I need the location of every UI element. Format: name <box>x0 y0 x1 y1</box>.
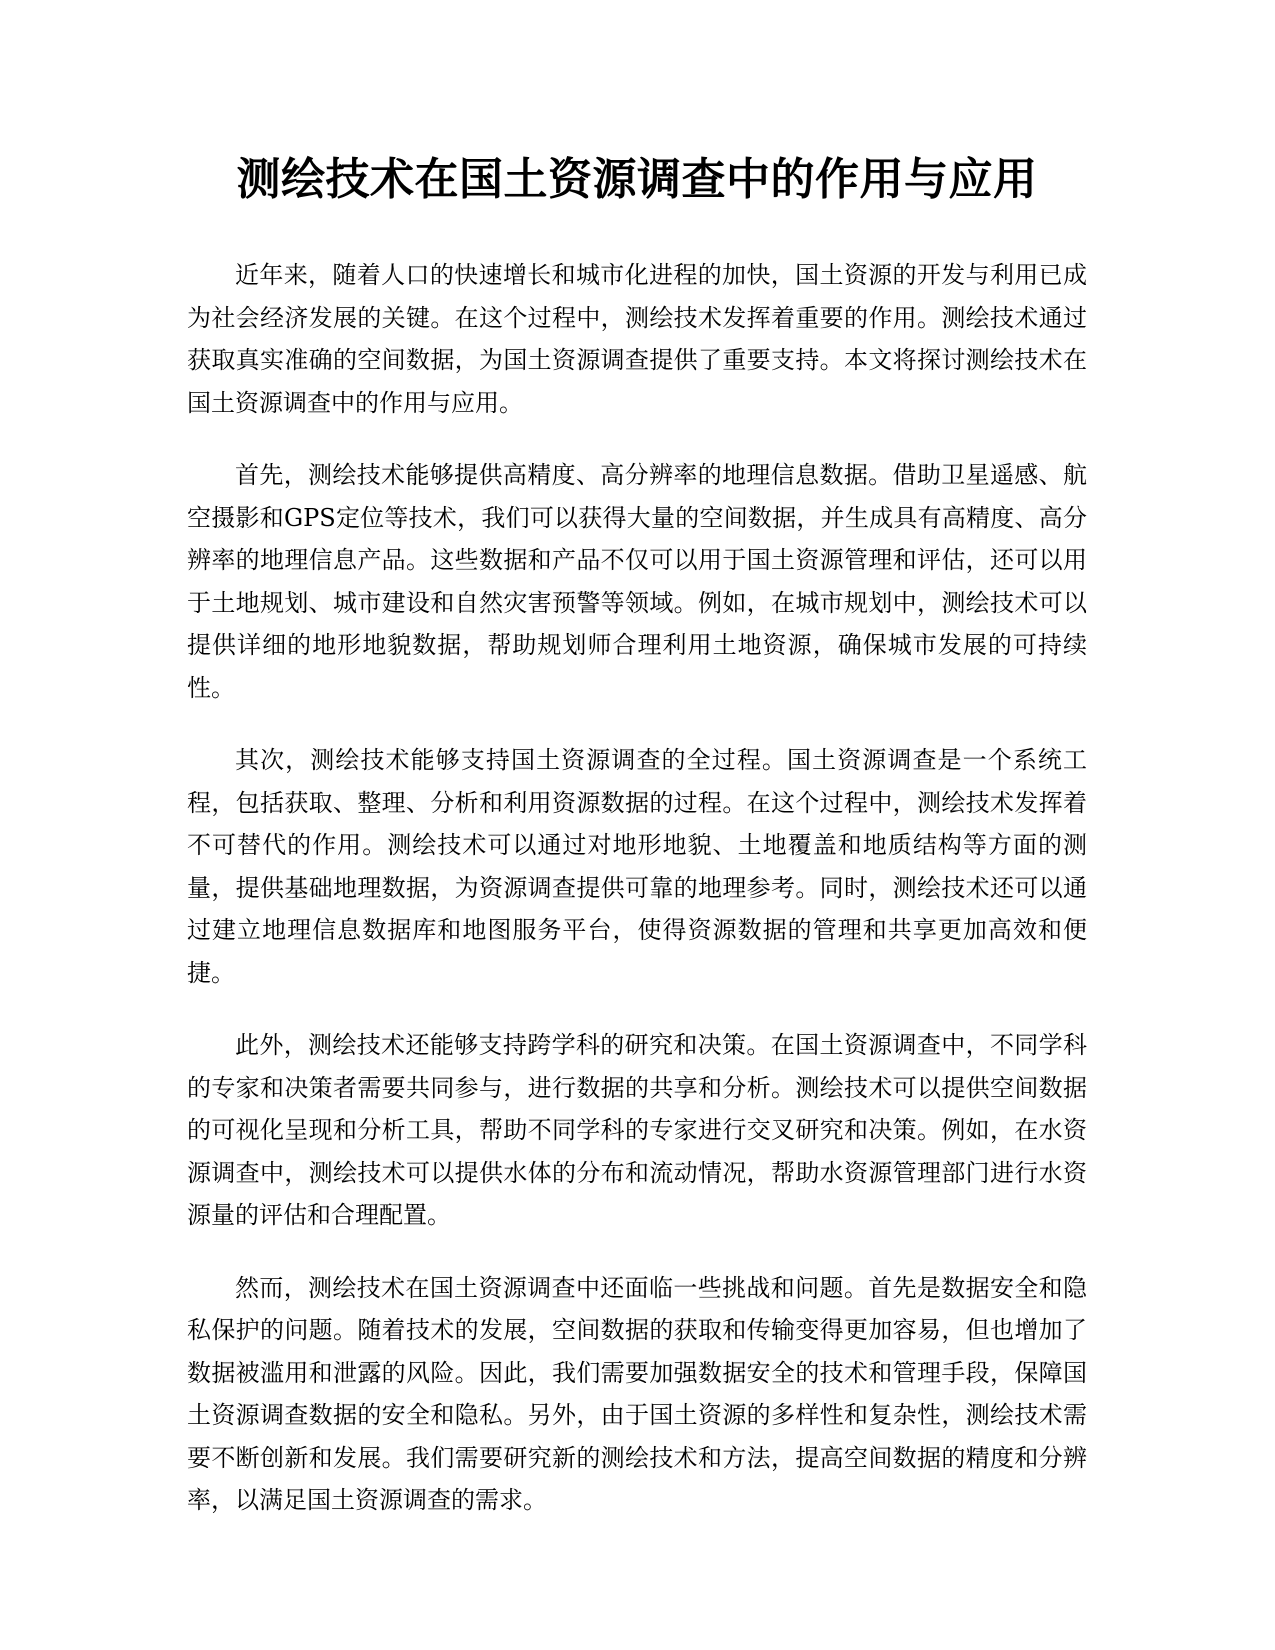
document-body <box>187 254 1087 1522</box>
document-title: 测绘技术在国土资源调查中的作用与应用 <box>236 154 1038 205</box>
paragraph-4: 此外，测绘技术还能够支持跨学科的研究和决策。在国土资源调查中，不同学科的专家和决策者需要共同参与，进行数据的共享和分析。测绘技术可以提供空间数据的可视化呈现和分析工具，帮助不同学科的专家进行交叉研究和决策。例如，在水资源调查中，测绘技术可以提供水体的分布和流动情况，帮助水资源管理部门进行水资源量的评估和合理配置。 <box>187 1031 1087 1229</box>
paragraph-1: 近年来，随着人口的快速增长和城市化进程的加快，国土资源的开发与利用已成为社会经济发展的关键。在这个过程中，测绘技术发挥着重要的作用。测绘技术通过获取真实准确的空间数据，为国土资源调查提供了重要支持。本文将探讨测绘技术在国土资源调查中的作用与应用。 <box>187 261 1087 417</box>
document-page <box>187 150 1087 1552</box>
paragraph-2: 首先，测绘技术能够提供高精度、高分辨率的地理信息数据。借助卫星遥感、航空摄影和GPS定位等技术，我们可以获得大量的空间数据，并生成具有高精度、高分辨率的地理信息产品。这些数据和产品不仅可以用于国土资源管理和评估，还可以用于土地规划、城市建设和自然灾害预警等领域。例如，在城市规划中，测绘技术可以提供详细的地形地貌数据，帮助规划师合理利用土地资源，确保城市发展的可持续性。 <box>187 461 1087 702</box>
paragraph-5: 然而，测绘技术在国土资源调查中还面临一些挑战和问题。首先是数据安全和隐私保护的问题。随着技术的发展，空间数据的获取和传输变得更加容易，但也增加了数据被滥用和泄露的风险。因此，我们需要加强数据安全的技术和管理手段，保障国土资源调查数据的安全和隐私。另外，由于国土资源的多样性和复杂性，测绘技术需要不断创新和发展。我们需要研究新的测绘技术和方法，提高空间数据的精度和分辨率，以满足国土资源调查的需求。 <box>187 1273 1087 1514</box>
paragraph-3: 其次，测绘技术能够支持国土资源调查的全过程。国土资源调查是一个系统工程，包括获取、整理、分析和利用资源数据的过程。在这个过程中，测绘技术发挥着不可替代的作用。测绘技术可以通过对地形地貌、土地覆盖和地质结构等方面的测量，提供基础地理数据，为资源调查提供可靠的地理参考。同时，测绘技术还可以通过建立地理信息数据库和地图服务平台，使得资源数据的管理和共享更加高效和便捷。 <box>187 746 1087 987</box>
